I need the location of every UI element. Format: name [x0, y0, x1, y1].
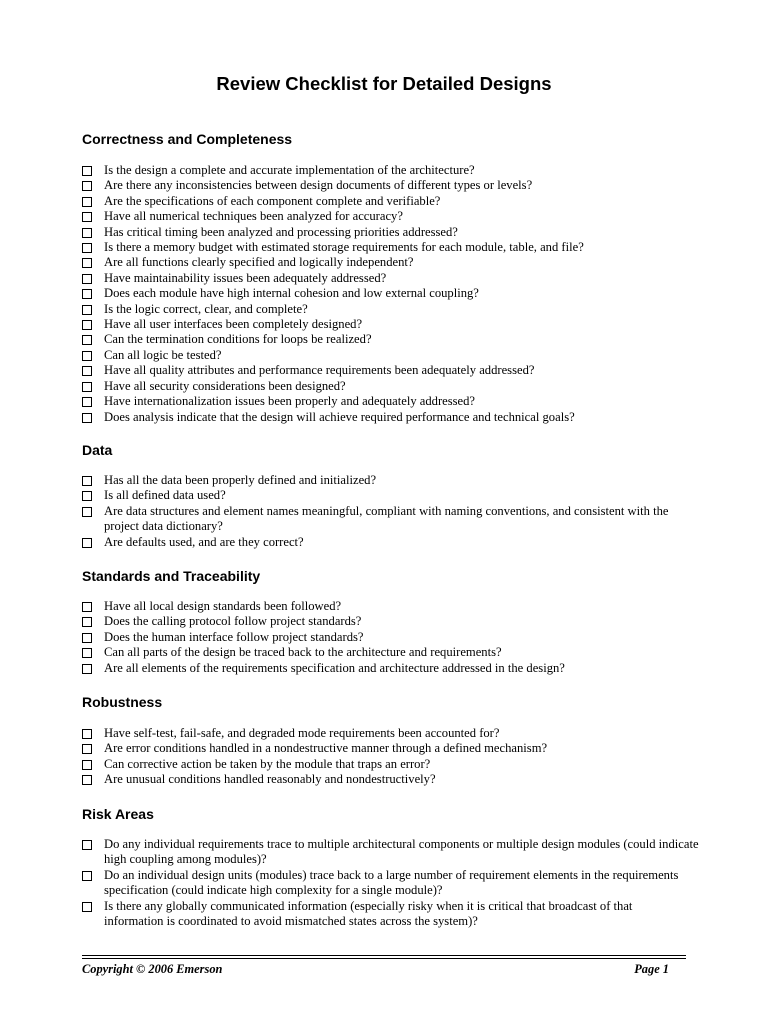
- checklist-item-text: Are there any inconsistencies between design documents of different types or levels?: [104, 178, 533, 193]
- checklist-item: [82, 302, 692, 317]
- checkbox-icon[interactable]: [82, 274, 92, 284]
- checklist-item: [82, 741, 692, 756]
- checkbox-icon[interactable]: [82, 335, 92, 345]
- checklist-item: [82, 614, 692, 629]
- checklist-item-text: Does the human interface follow project standards?: [104, 629, 364, 644]
- checklist-item-text: Can corrective action be taken by the module that traps an error?: [104, 756, 431, 771]
- checkbox-icon[interactable]: [82, 840, 92, 850]
- checklist-item-text: Can all parts of the design be traced back to the architecture and requirements?: [104, 645, 502, 660]
- checklist-correctness: [82, 163, 692, 425]
- checklist-item-text: Has all the data been properly defined and initialized?: [104, 473, 377, 487]
- checklist-item: [82, 410, 692, 425]
- checklist-item-text: Have internationalization issues been properly and adequately addressed?: [104, 394, 476, 409]
- footer-page-number: Page 1: [634, 962, 669, 976]
- checklist-risk-areas: [82, 837, 699, 929]
- checkbox-icon[interactable]: [82, 228, 92, 238]
- checkbox-icon[interactable]: [82, 648, 92, 658]
- checklist-item-text: Do any individual requirements trace to multiple architectural components or multiple design modules (could indicate high coupling among modules)?: [104, 837, 699, 867]
- checklist-item: [82, 535, 692, 550]
- checkbox-icon[interactable]: [82, 760, 92, 770]
- checklist-item-text: Are all functions clearly specified and logically independent?: [104, 255, 414, 270]
- checklist-item: [82, 332, 692, 347]
- checklist-item-text: Is the logic correct, clear, and complete?: [104, 301, 308, 316]
- checkbox-icon[interactable]: [82, 744, 92, 754]
- checkbox-icon[interactable]: [82, 633, 92, 643]
- checkbox-icon[interactable]: [82, 491, 92, 501]
- checklist-item: [82, 868, 702, 899]
- footer-divider: [82, 958, 686, 959]
- checklist-item: [82, 630, 692, 645]
- checklist-standards: [82, 599, 692, 676]
- checkbox-icon[interactable]: [82, 476, 92, 486]
- checkbox-icon[interactable]: [82, 351, 92, 361]
- checkbox-icon[interactable]: [82, 258, 92, 268]
- checklist-item-text: Are error conditions handled in a nondestructive manner through a defined mechanism?: [104, 741, 548, 756]
- checkbox-icon[interactable]: [82, 305, 92, 315]
- checklist-item: [82, 488, 692, 503]
- footer-divider: [82, 955, 686, 956]
- checklist-item: [82, 317, 692, 332]
- checklist-item-text: Have self-test, fail-safe, and degraded mode requirements been accounted for?: [104, 726, 500, 740]
- checklist-item-text: Is there a memory budget with estimated storage requirements for each module, table, and file?: [104, 240, 584, 255]
- checklist-data: [82, 473, 692, 550]
- checkbox-icon[interactable]: [82, 197, 92, 207]
- checklist-item: [82, 255, 692, 270]
- checklist-item: [82, 194, 692, 209]
- checkbox-icon[interactable]: [82, 243, 92, 253]
- checkbox-icon[interactable]: [82, 617, 92, 627]
- section-heading-data: Data: [82, 442, 113, 458]
- checklist-item-text: Have all security considerations been designed?: [104, 378, 346, 393]
- checkbox-icon[interactable]: [82, 902, 92, 912]
- checklist-item-text: Have all numerical techniques been analyzed for accuracy?: [104, 209, 403, 224]
- checklist-item-text: Are the specifications of each component complete and verifiable?: [104, 193, 441, 208]
- checklist-item-text: Does analysis indicate that the design will achieve required performance and technical goals?: [104, 409, 575, 424]
- checklist-item: [82, 209, 692, 224]
- checklist-item: [82, 899, 672, 930]
- checkbox-icon[interactable]: [82, 538, 92, 548]
- checklist-item: [82, 394, 692, 409]
- checkbox-icon[interactable]: [82, 382, 92, 392]
- document-title: Review Checklist for Detailed Designs: [216, 73, 552, 94]
- section-heading-correctness: Correctness and Completeness: [82, 131, 293, 147]
- checklist-item: [82, 504, 692, 535]
- checklist-item-text: Have all local design standards been followed?: [104, 599, 342, 613]
- section-heading-standards: Standards and Traceability: [82, 568, 261, 584]
- checklist-item: [82, 757, 692, 772]
- checklist-item-text: Can the termination conditions for loops be realized?: [104, 332, 372, 347]
- checkbox-icon[interactable]: [82, 289, 92, 299]
- checklist-item: [82, 240, 692, 255]
- checklist-item-text: Can all logic be tested?: [104, 347, 222, 362]
- checklist-robustness: [82, 726, 692, 788]
- checkbox-icon[interactable]: [82, 871, 92, 881]
- checklist-item-text: Are data structures and element names meaningful, compliant with naming conventions, and consistent with the project data dictionary?: [104, 503, 669, 534]
- checklist-item: [82, 599, 692, 614]
- checklist-item-text: Are defaults used, and are they correct?: [104, 534, 304, 549]
- checklist-item: [82, 837, 702, 868]
- checklist-item-text: Is the design a complete and accurate implementation of the architecture?: [104, 163, 475, 177]
- checklist-item: [82, 473, 692, 488]
- checklist-item: [82, 271, 692, 286]
- checkbox-icon[interactable]: [82, 320, 92, 330]
- checklist-item: [82, 178, 692, 193]
- checklist-item-text: Has critical timing been analyzed and processing priorities addressed?: [104, 224, 458, 239]
- checkbox-icon[interactable]: [82, 602, 92, 612]
- checklist-item: [82, 772, 692, 787]
- checkbox-icon[interactable]: [82, 212, 92, 222]
- checklist-item-text: Is all defined data used?: [104, 488, 226, 503]
- checklist-item-text: Have maintainability issues been adequately addressed?: [104, 270, 387, 285]
- checkbox-icon[interactable]: [82, 413, 92, 423]
- section-heading-robustness: Robustness: [82, 694, 163, 710]
- checkbox-icon[interactable]: [82, 166, 92, 176]
- checklist-item-text: Does each module have high internal cohesion and low external coupling?: [104, 286, 479, 301]
- checklist-item-text: Are all elements of the requirements specification and architecture addressed in the design?: [104, 660, 565, 675]
- footer-copyright: Copyright © 2006 Emerson: [82, 962, 223, 976]
- checkbox-icon[interactable]: [82, 181, 92, 191]
- checkbox-icon[interactable]: [82, 507, 92, 517]
- checklist-item-text: Do an individual design units (modules) trace back to a large number of requirement elements in the requirements specification (could indicate high complexity for a single module)?: [104, 867, 679, 898]
- checklist-item: [82, 286, 692, 301]
- checklist-item: [82, 661, 692, 676]
- checklist-item: [82, 379, 692, 394]
- checklist-item-text: Have all user interfaces been completely designed?: [104, 317, 363, 332]
- checkbox-icon[interactable]: [82, 397, 92, 407]
- checklist-item: [82, 363, 692, 378]
- checklist-item: [82, 726, 692, 741]
- checkbox-icon[interactable]: [82, 729, 92, 739]
- checkbox-icon[interactable]: [82, 664, 92, 674]
- checklist-item: [82, 163, 692, 178]
- checklist-item: [82, 225, 692, 240]
- section-heading-risk-areas: Risk Areas: [82, 806, 154, 822]
- checklist-item-text: Are unusual conditions handled reasonably and nondestructively?: [104, 772, 436, 787]
- checklist-item-text: Is there any globally communicated information (especially risky when it is critical that broadcast of that information is coordinated to avoid mismatched states across the system)?: [104, 898, 633, 929]
- checklist-item-text: Does the calling protocol follow project standards?: [104, 614, 362, 629]
- checklist-item: [82, 645, 692, 660]
- checklist-item-text: Have all quality attributes and performance requirements been adequately addressed?: [104, 363, 535, 378]
- checkbox-icon[interactable]: [82, 366, 92, 376]
- checklist-item: [82, 348, 692, 363]
- checkbox-icon[interactable]: [82, 775, 92, 785]
